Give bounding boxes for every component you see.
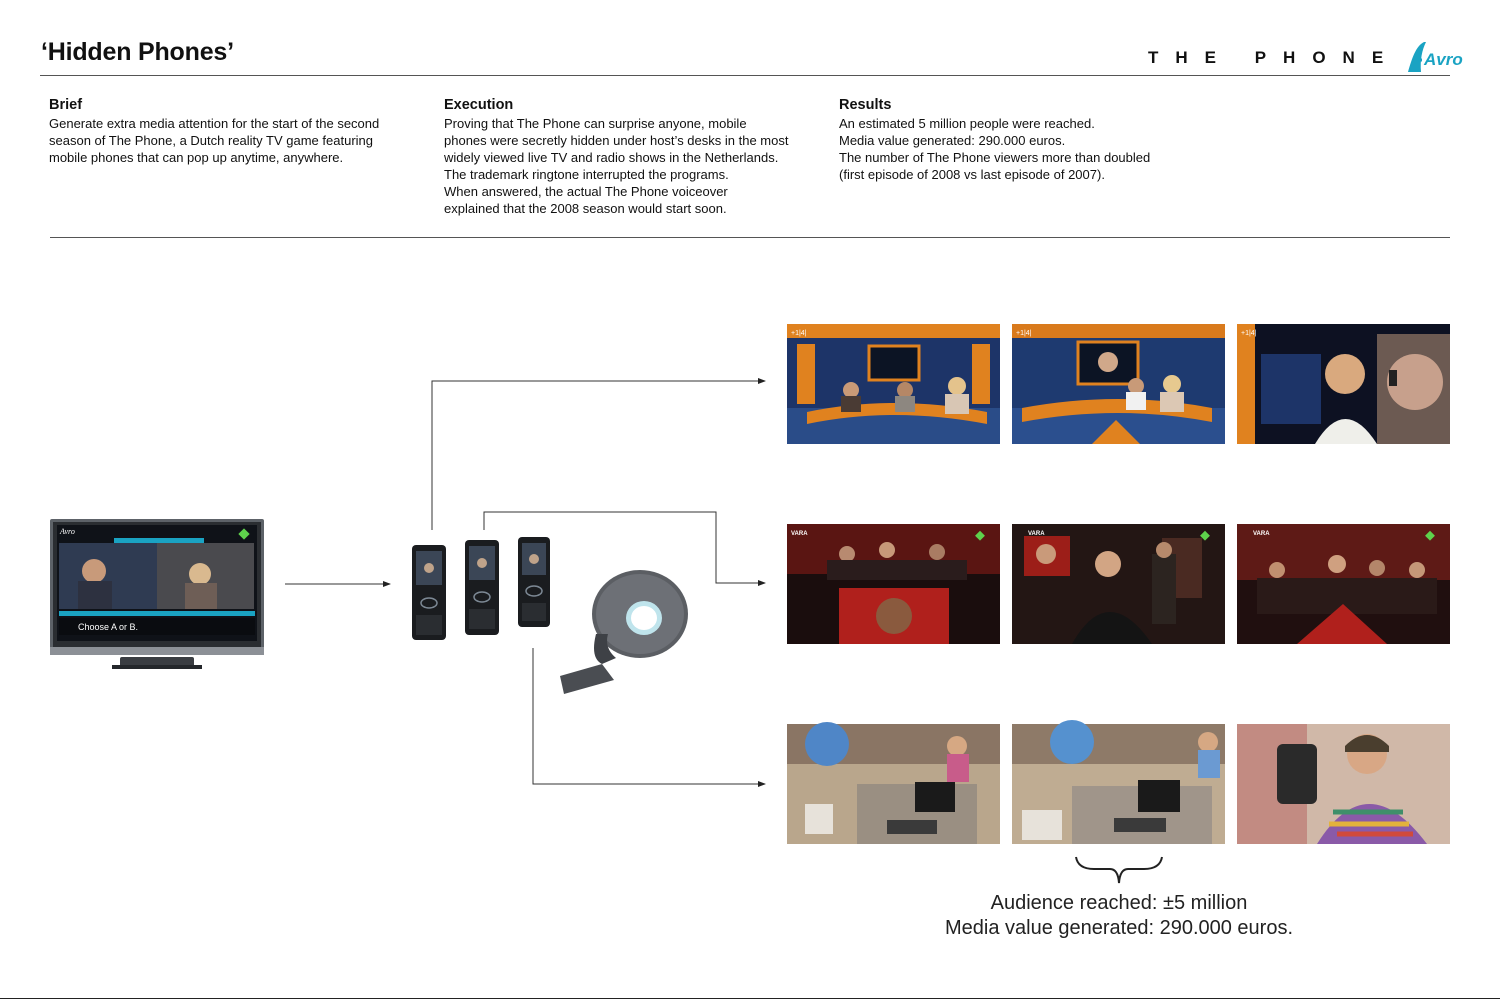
- page-title: ‘Hidden Phones’: [41, 38, 234, 66]
- execution-line: explained that the 2008 season would start soon.: [444, 201, 727, 216]
- arrow-to-tv-show-1: [432, 381, 765, 530]
- tv-show-1-frame-1: [787, 324, 1000, 444]
- phone-3-icon: [518, 537, 550, 627]
- execution-line: The trademark ringtone interrupted the programs.: [444, 167, 729, 182]
- media-value-text: Media value generated: 290.000 euros.: [944, 917, 1294, 939]
- phone-2-icon: [465, 540, 499, 635]
- execution-line: Proving that The Phone can surprise anyone, mobile: [444, 116, 747, 131]
- channel-bug: +1|4|: [791, 330, 807, 337]
- brace-icon: [1074, 853, 1164, 885]
- radio-show-frame-2: [1012, 724, 1225, 844]
- tv-show-1-frame-2: [1012, 324, 1225, 444]
- channel-bug: VARA: [1028, 531, 1045, 537]
- brief-heading: Brief: [49, 97, 83, 113]
- results-heading: Results: [839, 97, 892, 113]
- tv-show-2-frame-3: [1237, 524, 1450, 644]
- tv-caption: Choose A or B.: [78, 622, 139, 632]
- svg-text:Avro: Avro: [60, 527, 75, 536]
- brief-line: season of The Phone, a Dutch reality TV game featuring: [49, 133, 373, 148]
- tv-show-2-frame-1: [787, 524, 1000, 644]
- phone-1-icon: [412, 545, 446, 640]
- execution-line: phones were secretly hidden under host’s desks in the most: [444, 133, 789, 148]
- brand-wordmark-text: THE PHONE: [1148, 48, 1401, 67]
- tv-show-2-frame-2: [1012, 524, 1225, 644]
- results-line: (first episode of 2008 vs last episode of 2007).: [839, 167, 1105, 182]
- brief-line: mobile phones that can pop up anytime, anywhere.: [49, 150, 344, 165]
- execution-heading: Execution: [444, 97, 514, 113]
- avro-logo-text: Avro: [1424, 50, 1463, 69]
- duct-tape-icon: [556, 568, 696, 696]
- bottom-border: [0, 998, 1500, 999]
- channel-bug: VARA: [791, 531, 808, 537]
- tv-illustration: [50, 519, 264, 671]
- results-line: The number of The Phone viewers more than doubled: [839, 150, 1151, 165]
- channel-bug: VARA: [1253, 531, 1270, 537]
- radio-show-frame-3: [1237, 724, 1450, 844]
- audience-reached-text: Audience reached: ±5 million: [990, 892, 1248, 914]
- results-line: An estimated 5 million people were reached.: [839, 116, 1095, 131]
- results-line: Media value generated: 290.000 euros.: [839, 133, 1066, 148]
- channel-bug: +1|4|: [1241, 330, 1257, 337]
- hidden-phones-illustration: [408, 535, 568, 645]
- radio-show-frame-1: [787, 724, 1000, 844]
- brief-line: Generate extra media attention for the start of the second: [49, 116, 380, 131]
- execution-line: widely viewed live TV and radio shows in the Netherlands.: [444, 150, 779, 165]
- tv-show-1-frame-3: [1237, 324, 1450, 444]
- execution-line: When answered, the actual The Phone voiceover: [444, 184, 728, 199]
- channel-bug: +1|4|: [1016, 330, 1032, 337]
